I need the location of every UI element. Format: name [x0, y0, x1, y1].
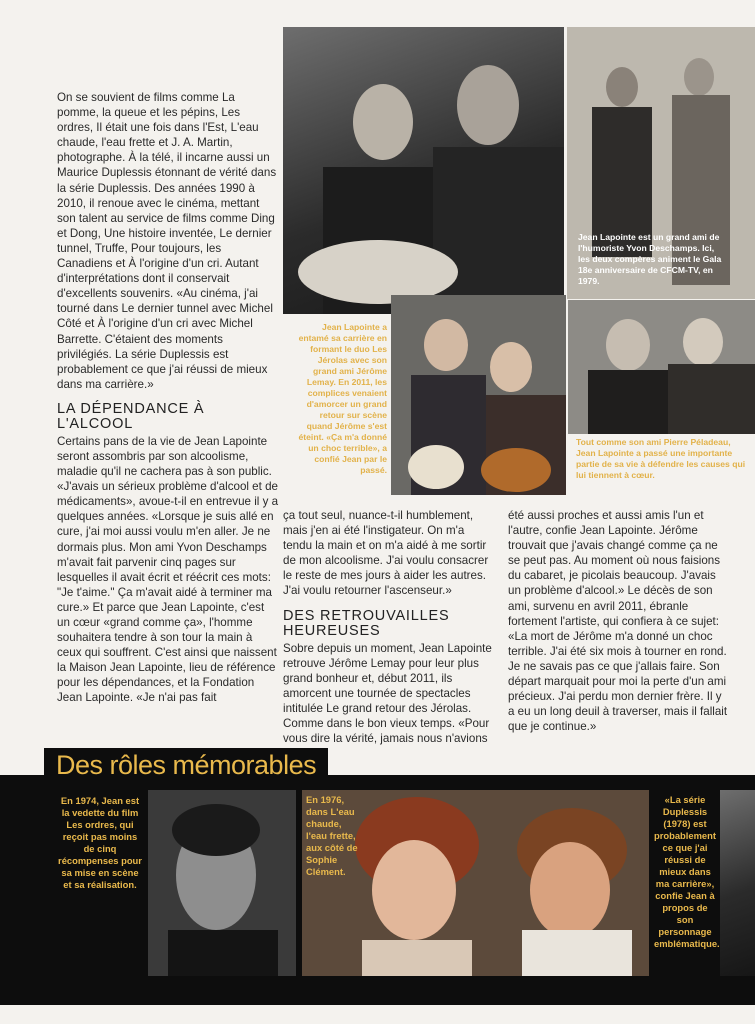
photo-peladeau — [568, 300, 755, 434]
section-heading-alcool: LA DÉPENDANCE À L'ALCOOL — [57, 400, 205, 432]
photo-guitars-figures — [391, 295, 566, 495]
right-paragraph: été aussi proches et aussi amis l'un et l'autre, confie Jean Lapointe. Jérôme trouvait que j'avais changé comme ça ne se peut pas. Au moment où nous faisions du cabaret, je picolais beaucoup. J'avais un problème d'alcool.» Le décès de son ami, survenu en avril 2011, ébranle fortement l'artiste, qui confiera à ce sujet: «La mort de Jérôme m'a donné un choc terrible. J'ai été six mois à tourner en rond. Je ne savais pas ce que j'allais faire. Son départ marquait pour moi la perte d'un ami précieux. J'ai perdu mon dernier frère. Il y a eu un long deuil à traverser, mais il fallait que je continue.» — [508, 509, 728, 734]
middle-paragraph: ça tout seul, nuance-t-il humblement, mais j'en ai été l'instigateur. On m'a tendu la main et on m'a aidé à me sortir de mon alcoolisme. J'ai voulu consacrer le reste de mes jours à aider les autres. J'ai voulu retourner l'ascenseur.» — [283, 509, 489, 598]
section-heading-retrouvailles: DES RETROUVAILLES HEUREUSES — [283, 607, 450, 639]
photo-peladeau-figures — [568, 300, 755, 434]
caption-eau-chaude: En 1976, dans L'eau chaude, l'eau frette, aux côté de Sophie Clément. — [306, 794, 358, 877]
photo-les-ordres-figure — [148, 790, 296, 976]
retrouvailles-paragraph: Sobre depuis un moment, Jean Lapointe retrouve Jérôme Lemay pour leur plus grand bonheur et, début 2011, ils amorcent une tournée de spectacles intitulée Le grand retour des Jérolas. Comme dans le bon vieux temps. «Pour vous dire la vérité, jamais nous n'avions — [283, 641, 492, 746]
photo-jerolas-young — [283, 27, 564, 314]
caption-peladeau: Tout comme son ami Pierre Péladeau, Jean Lapointe a passé une importante partie de sa vie à défendre les causes qui lui tiennent à cœur. — [576, 437, 746, 480]
photo-jerolas-guitars — [391, 295, 566, 495]
caption-les-ordres: En 1974, Jean est la vedette du film Les ordres, qui reçoit pas moins de cinq récompenses pour sa mise en scène et sa réalisation. — [58, 795, 142, 890]
left-column — [57, 90, 279, 706]
right-column — [508, 508, 728, 734]
roles-title: Des rôles mémorables — [44, 748, 328, 783]
photo-jerolas-young-figures — [283, 27, 564, 314]
caption-deschamps: Jean Lapointe est un grand ami de l'humoriste Yvon Deschamps. Ici, les deux compères animent le Gala 18e anniversaire de CFCM-TV, en 1979. — [578, 232, 722, 286]
photo-les-ordres — [148, 790, 296, 976]
photo-duplessis — [720, 790, 755, 976]
intro-paragraph: On se souvient de films comme La pomme, la queue et les pépins, Les ordres, Il était une fois dans l'Est, L'eau chaude, l'eau frette et J. A. Martin, photographe. À la télé, il incarne aussi un Maurice Duplessis étonnant de vérité dans la série Duplessis. Des années 1990 à 2010, il renoue avec le cinéma, mettant son talent au service de films comme Ding et Dong, Une histoire inventée, Le dernier tunnel, Truffe, Pour toujours, les Canadiens et À l'origine d'un cri. Autant d'interprétations dont il conservait d'excellents souvenirs. «Au cinéma, j'ai tourné dans Le dernier tunnel avec Michel Côté et À l'origine d'un cri avec Michel Barrette. C'étaient des moments privilégiés. La série Duplessis est probablement ce que j'ai réussi de mieux dans ma carrière.» — [57, 91, 277, 391]
alcool-paragraph: Certains pans de la vie de Jean Lapointe seront assombris par son alcoolisme, maladie qu'il ne cachera pas à son public. «J'avais un sérieux problème d'alcool et de médicaments», avoue-t-il en entrevue il y a quelques années. «Lorsque je suis allé en cure, j'ai moi aussi voulu m'en aller. Je ne dormais plus. Mon ami Yvon Deschamps m'avait fait parvenir cinq pages sur lesquelles il avait écrit et réécrit ces mots: "Je t'aime." Ça m'avait aidé à terminer ma cure.» Et parce que Jean Lapointe, c'est un cœur «grand comme ça», l'homme souhaitera tendre à son tour la main à ceux qui souffrent. C'est ainsi que naissent la Maison Jean Lapointe, lieu de référence pour les dépendances, et la Fondation Jean Lapointe. «Je n'ai pas fait — [57, 434, 279, 705]
caption-jerolas: Jean Lapointe a entamé sa carrière en formant le duo Les Jérolas avec son grand ami Jérôme Lemay. En 2011, les complices venaient d'amorcer un grand retour sur scène quand Jérôme s'est éteint. «Ça m'a donné un choc terrible», a confié Jean par le passé. — [298, 322, 387, 475]
middle-column — [283, 508, 493, 746]
caption-duplessis: «La série Duplessis (1978) est probablement ce que j'ai réussi de mieux dans ma carrière», confie Jean à propos de son personnage emblématique. — [654, 794, 720, 949]
